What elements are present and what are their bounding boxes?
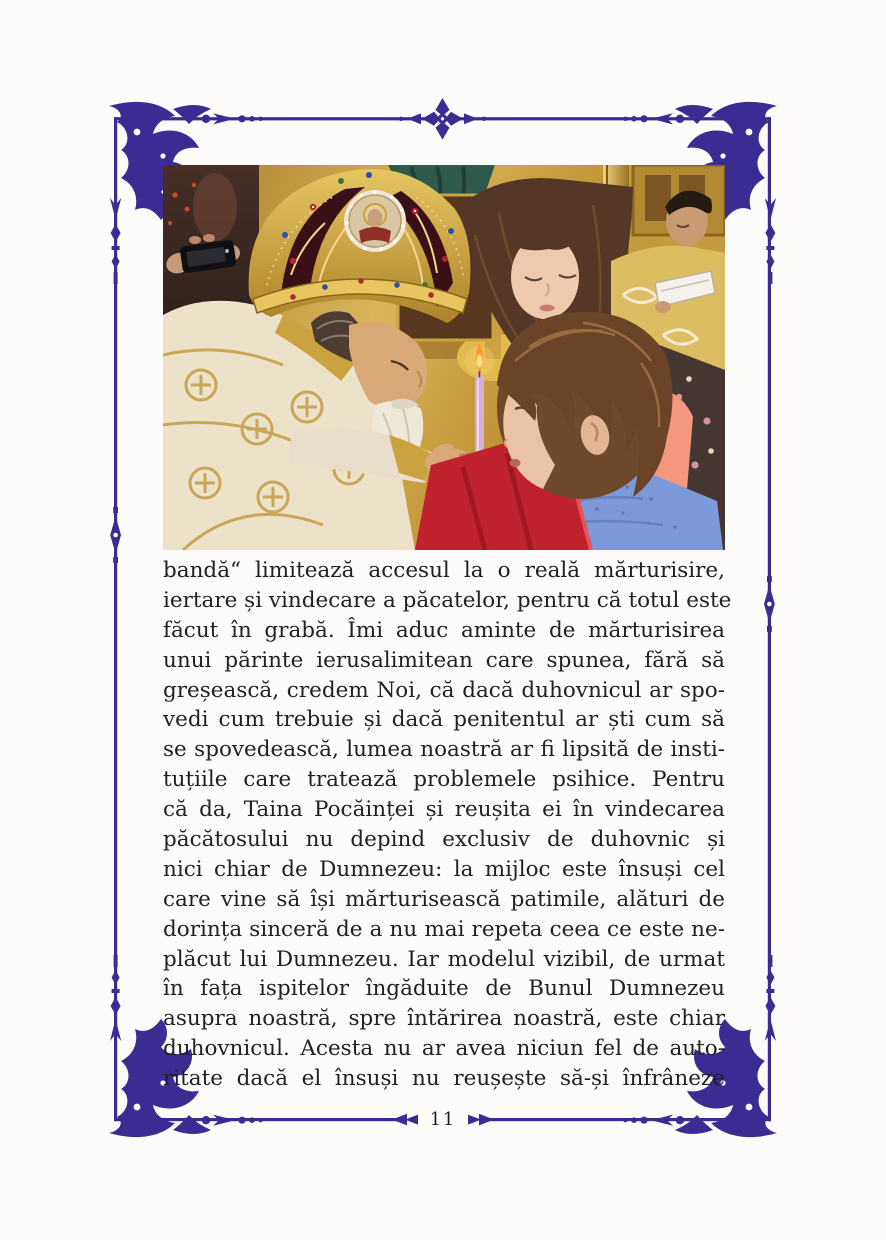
text-line: greșească, credem Noi, că dacă duhovnicul ar spo- [163,677,725,703]
icon-medallion [344,190,406,252]
text-line: în fața ispitelor îngăduite de Bunul Dumnezeu [163,976,725,1002]
text-line: ritate dacă el însuși nu reușește să-și înfrâneze [163,1066,725,1092]
text-line: iertare și vindecare a păcatelor, pentru că totul este [163,587,732,613]
text-line: bandă“ limitează accesul la o reală mărturisire, [163,558,725,583]
page-number: 11 [429,1110,457,1130]
text-line: nici chiar de Dumnezeu: la mijloc este însuși cel [163,856,725,882]
communion-photo [163,165,725,550]
text-line: duhovnicul. Acesta nu ar avea niciun fel de auto- [163,1036,725,1062]
text-line: asupra noastră, spre întărirea noastră, este chiar [163,1006,725,1032]
cross-finial-icon [399,98,486,140]
text-line: dorința sinceră de a nu mai repeta ceea ce este ne- [163,916,725,942]
text-line: vedi cum trebuie și dacă penitentul ar ști cum să [163,707,725,733]
text-line: plăcut lui Dumnezeu. Iar modelul vizibil, de urmat [163,946,725,972]
text-line: făcut în grabă. Îmi aduc aminte de mărturisirea [163,617,725,643]
text-line: unui părinte ierusalimitean care spunea, fără să [163,647,725,673]
text-line: tuțiile care tratează problemele psihice. Pentru [163,767,725,793]
text-line: se spovedească, lumea noastră ar fi lipsită de insti- [163,737,725,763]
paragraph-text [163,556,732,1094]
text-line: că da, Taina Pocăinței și reușita ei în vindecarea [163,797,725,823]
text-line: care vine să își mărturisească patimile, alături de [163,886,725,912]
text-line: păcătosului nu depind exclusiv de duhovnic și [163,827,725,853]
